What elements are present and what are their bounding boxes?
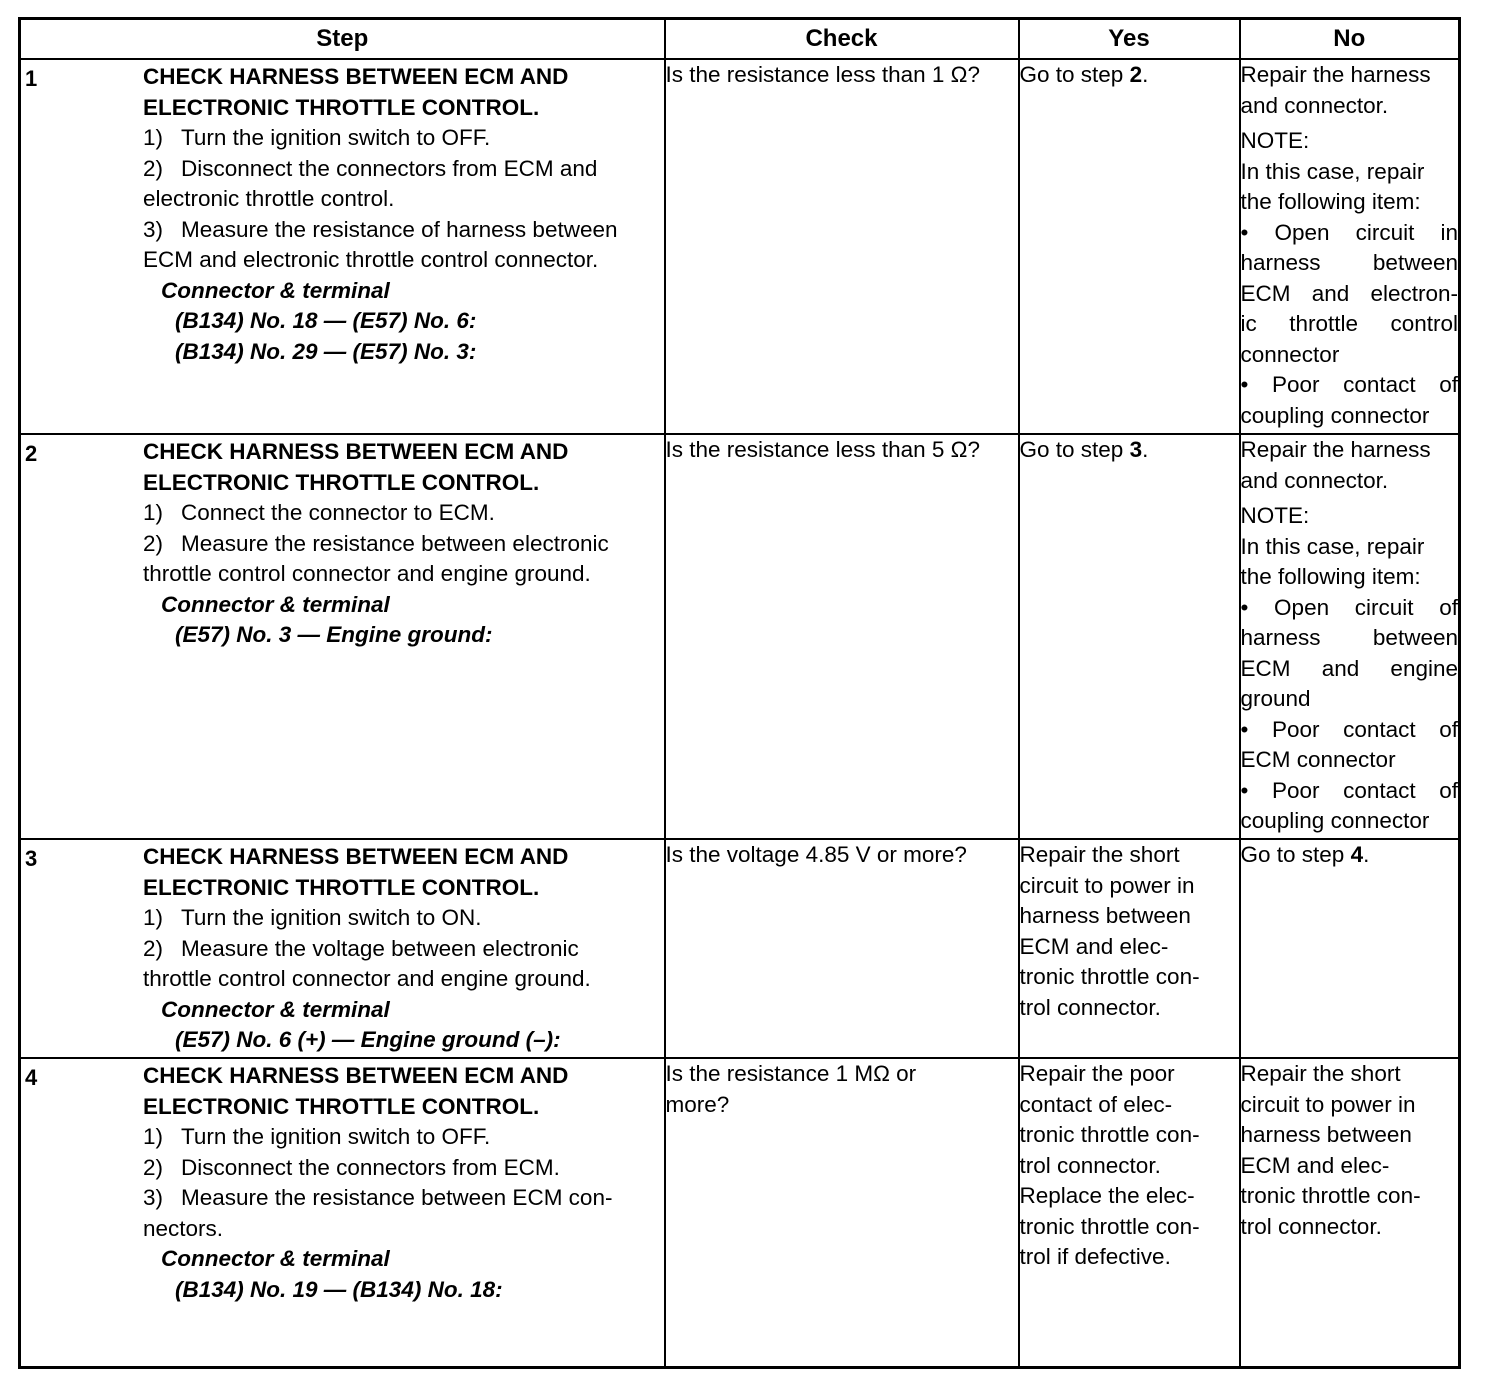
yes-cell: Go to step 3. [1019,434,1240,839]
header-step: Step [20,19,665,60]
note-label: NOTE: [1240,128,1310,153]
no-cell: Repair the harness and connector. NOTE: In this case, repair the following item: • Open circuit in harness between ECM and electron- ic throttle control connector • Poor contact of coupling connector [1240,59,1460,434]
header-check: Check [665,19,1019,60]
check-cell: Is the voltage 4.85 V or more? [665,839,1019,1058]
step-cell [20,1058,665,1368]
check-cell: Is the resistance less than 1 Ω? [665,59,1019,434]
step-number: 4 [25,1065,38,1090]
procedure-line: nectors. [143,1215,224,1241]
step-number: 2 [25,441,38,466]
procedure-line: throttle control connector and engine ground. [143,561,591,586]
step-title-line: CHECK HARNESS BETWEEN ECM AND [143,64,569,89]
diagnostic-table [18,17,1461,1369]
step-cell [20,434,665,839]
procedure-line: 1) Turn the ignition switch to ON. [143,905,482,930]
step-title-line: ELECTRONIC THROTTLE CONTROL. [143,94,540,120]
procedure-line: 1) Turn the ignition switch to OFF. [143,125,491,150]
connector-item: (E57) No. 3 — Engine ground: [175,622,493,647]
procedure-line: 2) Measure the resistance between electronic [143,530,609,556]
check-cell: Is the resistance less than 5 Ω? [665,434,1019,839]
table-row [20,59,1460,434]
connector-item: (B134) No. 19 — (B134) No. 18: [175,1276,503,1302]
header-row [20,19,1460,60]
procedure-line: 2) Disconnect the connectors from ECM and [143,155,598,181]
no-cell: Repair the harness and connector. NOTE: In this case, repair the following item: • Open circuit of harness between ECM and engine ground • Poor contact of ECM connector • Poor contact of coupling connector [1240,434,1460,839]
procedure-line: 2) Disconnect the connectors from ECM. [143,1154,560,1180]
procedure-line: ECM and electronic throttle control connector. [143,247,599,272]
table-row [20,434,1460,839]
no-cell: Repair the short circuit to power in harness between ECM and elec- tronic throttle con- trol connector. [1240,1058,1460,1368]
procedure-line: 1) Connect the connector to ECM. [143,500,495,525]
step-title-line: ELECTRONIC THROTTLE CONTROL. [143,1093,540,1119]
yes-cell: Go to step 2. [1019,59,1240,434]
procedure-line: throttle control connector and engine ground. [143,966,591,991]
step-number: 1 [25,66,38,91]
procedure-line: 1) Turn the ignition switch to OFF. [143,1124,491,1149]
connector-heading: Connector & terminal [161,1246,390,1271]
connector-heading: Connector & terminal [161,591,390,617]
procedure-line: 3) Measure the resistance between ECM con- [143,1185,613,1210]
connector-item: (B134) No. 18 — (E57) No. 6: [175,308,477,333]
yes-cell: Repair the poor contact of elec- tronic throttle con- trol connector. Replace the elec- tronic throttle con- trol if defective. [1019,1058,1240,1368]
step-title-line: CHECK HARNESS BETWEEN ECM AND [143,1063,569,1088]
note-label: NOTE: [1240,503,1310,528]
connector-item: (E57) No. 6 (+) — Engine ground (–): [175,1027,561,1052]
step-cell [20,59,665,434]
step-title-line: CHECK HARNESS BETWEEN ECM AND [143,844,569,869]
connector-heading: Connector & terminal [161,277,390,303]
header-yes: Yes [1019,19,1240,60]
step-title-line: CHECK HARNESS BETWEEN ECM AND [143,439,569,464]
table-row [20,839,1460,1058]
procedure-line: 2) Measure the voltage between electronic [143,935,579,961]
step-number: 3 [25,846,38,871]
connector-heading: Connector & terminal [161,996,390,1022]
procedure-line: electronic throttle control. [143,186,395,211]
step-title-line: ELECTRONIC THROTTLE CONTROL. [143,874,540,900]
header-no: No [1240,19,1460,60]
step-title-line: ELECTRONIC THROTTLE CONTROL. [143,469,540,495]
no-cell: Go to step 4. [1240,839,1460,1058]
procedure-line: 3) Measure the resistance of harness between [143,216,618,242]
step-cell [20,839,665,1058]
check-cell: Is the resistance 1 MΩ or more? [665,1058,1019,1368]
table-row [20,1058,1460,1368]
connector-item: (B134) No. 29 — (E57) No. 3: [175,338,477,364]
yes-cell: Repair the short circuit to power in harness between ECM and elec- tronic throttle con- trol connector. [1019,839,1240,1058]
